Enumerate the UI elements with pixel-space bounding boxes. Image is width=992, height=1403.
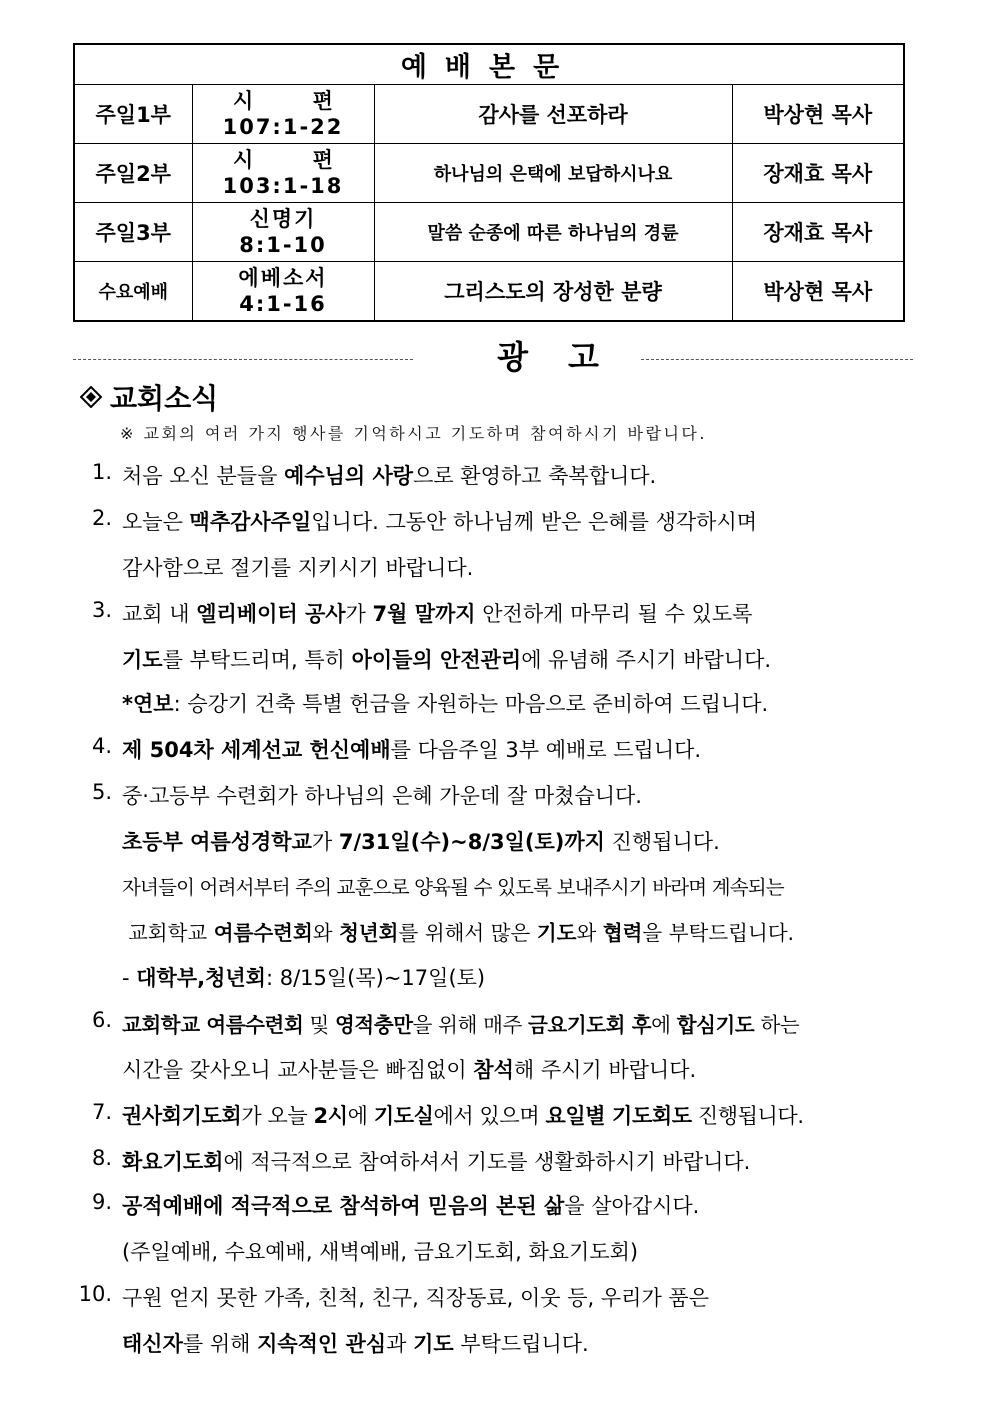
scripture-book: 시 편 [233,148,359,172]
sermon-title: 말씀 순종에 따른 하나님의 경륜 [374,203,732,262]
item-number: 1. [91,460,112,484]
sermon-title: 하나님의 은택에 보답하시나요 [374,144,732,203]
list-item-continued: 교회학교 여름수련회와 청년회를 위해서 많은 기도와 협력을 부탁드립니다. [128,921,795,945]
sermon-title: 그리스도의 장성한 분량 [374,262,732,322]
preacher-name: 장재효 목사 [732,144,904,203]
list-item-continued: 감사함으로 절기를 지키시기 바랍니다. [122,556,474,580]
scripture-book: 에베소서 [238,266,328,290]
item-number: 10. [78,1282,112,1306]
table-row [74,144,904,203]
list-item-continued: 시간을 갖사오니 교사분들은 빠짐없이 참석해 주시기 바랍니다. [122,1058,697,1082]
item-number: 3. [91,598,112,622]
scripture-verse: 103:1-18 [222,174,344,198]
worship-table-header: 예배본문 [74,44,904,85]
scripture-ref [192,203,374,262]
table-row [74,85,904,144]
table-row [74,262,904,322]
list-item-continued: (주일예배, 수요예배, 새벽예배, 금요기도회, 화요기도회) [122,1240,639,1264]
sermon-title: 감사를 선포하라 [374,85,732,144]
worship-schedule-table [73,43,905,322]
dashed-divider-right [641,359,913,360]
item-number: 5. [91,780,112,804]
scripture-ref [192,85,374,144]
list-item-continued: 태신자를 위해 지속적인 관심과 기도 부탁드립니다. [122,1332,589,1356]
section-title: 교회소식 [110,382,219,415]
item-number: 4. [91,734,112,758]
announcements-title: 광고 [497,338,639,376]
scripture-verse: 107:1-22 [222,115,344,139]
item-number: 2. [91,506,112,530]
section-note: ※ 교회의 여러 가지 행사를 기억하시고 기도하며 참여하시기 바랍니다. [120,424,707,443]
item-number: 6. [91,1008,112,1032]
list-item-continued: *연보: 승강기 건축 특별 헌금을 자원하는 마음으로 준비하여 드립니다. [122,692,769,716]
list-item-continued: 자녀들이 어려서부터 주의 교훈으로 양육될 수 있도록 보내주시기 바라며 계속되는 [122,876,784,899]
scripture-ref [192,262,374,322]
service-name: 주일1부 [74,85,192,144]
table-row [74,203,904,262]
diamond-bullet-icon [80,382,102,415]
scripture-book: 시 편 [233,89,359,113]
preacher-name: 박상현 목사 [732,85,904,144]
service-name: 수요예배 [74,262,192,322]
service-name: 주일3부 [74,203,192,262]
item-number: 9. [91,1190,112,1214]
announcements-header [73,332,913,376]
item-number: 7. [91,1100,112,1124]
scripture-verse: 4:1-16 [239,292,327,316]
service-name: 주일2부 [74,144,192,203]
list-item-continued: 초등부 여름성경학교가 7/31일(수)~8/3일(토)까지 진행됩니다. [122,830,720,854]
scripture-ref [192,144,374,203]
scripture-book: 신명기 [249,207,317,231]
item-number: 8. [91,1146,112,1170]
list-item-continued: 기도를 부탁드리며, 특히 아이들의 안전관리에 유념해 주시기 바랍니다. [122,648,772,672]
list-item-continued: - 대학부,청년회: 8/15일(목)~17일(토) [122,966,486,990]
preacher-name: 장재효 목사 [732,203,904,262]
section-heading [80,377,218,417]
preacher-name: 박상현 목사 [732,262,904,322]
dashed-divider-left [73,359,413,360]
scripture-verse: 8:1-10 [239,233,327,257]
